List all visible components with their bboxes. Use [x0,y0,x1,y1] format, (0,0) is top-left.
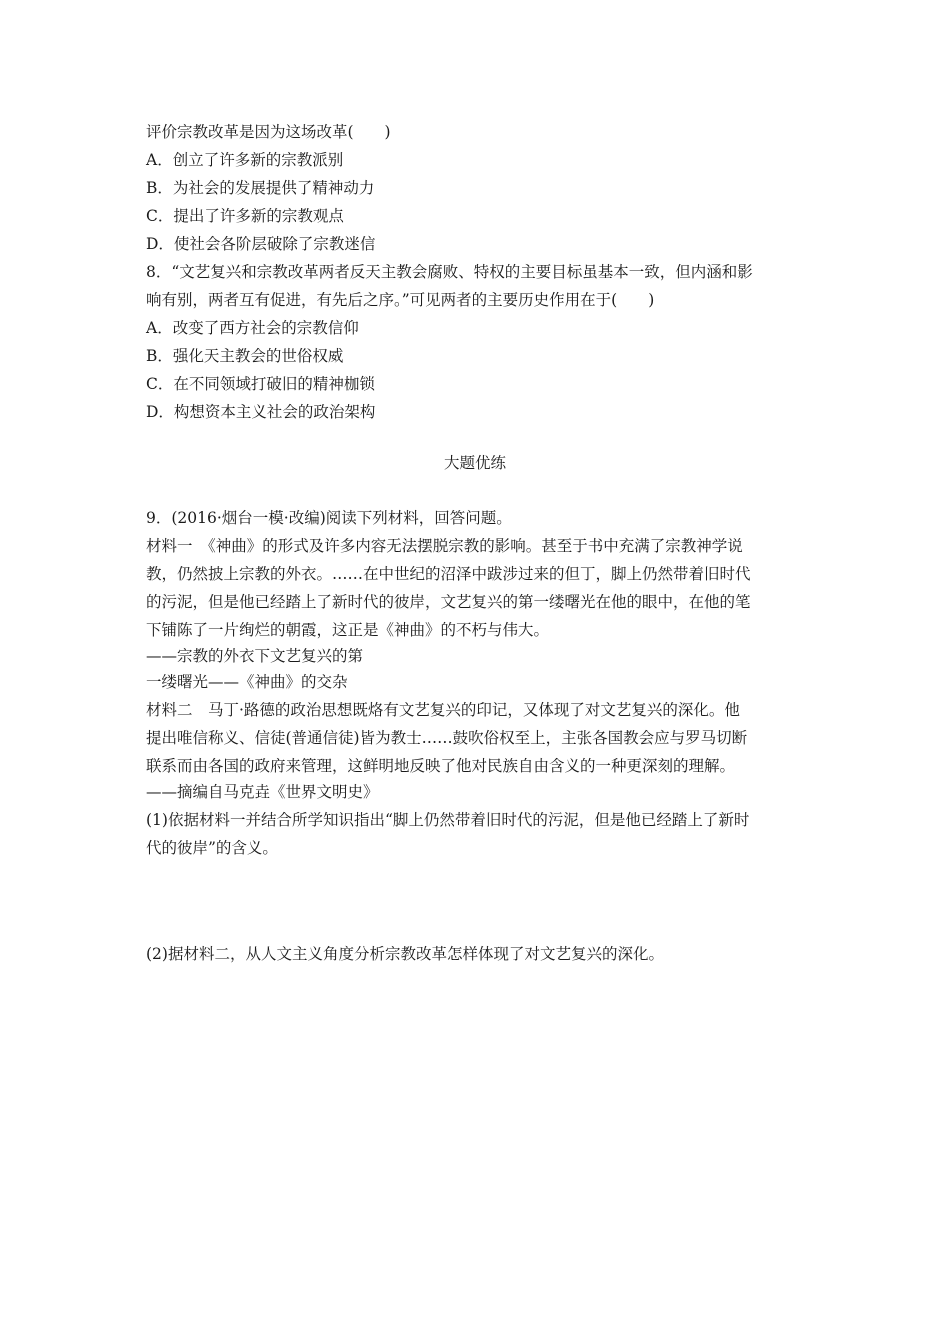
q9-material1-line4: 下铺陈了一片绚烂的朝霞，这正是《神曲》的不朽与伟大。 [146,621,550,639]
q8-option-d: D．构想资本主义社会的政治架构 [146,403,376,421]
q9-sub1-line1: (1)依据材料一并结合所学知识指出“脚上仍然带着旧时代的污泥，但是他已经踏上了新时 [146,811,750,829]
q7-option-d: D．使社会各阶层破除了宗教迷信 [146,235,376,253]
q9-source1-line2: 一缕曙光——《神曲》的交杂 [146,673,348,691]
q9-source2: ——摘编自马克垚《世界文明史》 [146,783,379,801]
q7-option-a: A．创立了许多新的宗教派别 [146,151,344,169]
q8-stem-line1: 8．“文艺复兴和宗教改革两者反天主教会腐败、特权的主要目标虽基本一致，但内涵和影 [146,263,753,281]
q9-material2-line3: 联系而由各国的政府来管理，这鲜明地反映了他对民族自由含义的一种更深刻的理解。 [146,757,736,775]
q8-stem-line2: 响有别，两者互有促进，有先后之序。”可见两者的主要历史作用在于( ) [146,291,655,309]
q9-material1-line1: 材料一 《神曲》的形式及许多内容无法摆脱宗教的影响。甚至于书中充满了宗教神学说 [146,537,743,555]
q7-stem: 评价宗教改革是因为这场改革( ) [146,123,391,141]
q9-material1-line3: 的污泥，但是他已经踏上了新时代的彼岸，文艺复兴的第一缕曙光在他的眼中，在他的笔 [146,593,751,611]
q9-material1-line2: 教，仍然披上宗教的外衣。……在中世纪的沼泽中跋涉过来的但丁，脚上仍然带着旧时代 [146,565,751,583]
q8-option-b: B．强化天主教会的世俗权威 [146,347,344,365]
q9-sub1-line2: 代的彼岸”的含义。 [146,839,278,857]
q9-sub2: (2)据材料二，从人文主义角度分析宗教改革怎样体现了对文艺复兴的深化。 [146,945,664,963]
section-title: 大题优练 [443,454,506,472]
q8-option-c: C．在不同领域打破旧的精神枷锁 [146,375,375,393]
q9-material2-line2: 提出唯信称义、信徒(普通信徒)皆为教士……鼓吹俗权至上，主张各国教会应与罗马切断 [146,729,748,747]
q7-option-b: B．为社会的发展提供了精神动力 [146,179,375,197]
q8-option-a: A．改变了西方社会的宗教信仰 [146,319,359,337]
q9-material2-line1: 材料二 马丁·路德的政治思想既烙有文艺复兴的印记，又体现了对文艺复兴的深化。他 [146,701,740,719]
q9-source1-line1: ——宗教的外衣下文艺复兴的第 [146,647,364,665]
q9-stem: 9．(2016·烟台一模·改编)阅读下列材料，回答问题。 [146,509,512,527]
q7-option-c: C．提出了许多新的宗教观点 [146,207,344,225]
